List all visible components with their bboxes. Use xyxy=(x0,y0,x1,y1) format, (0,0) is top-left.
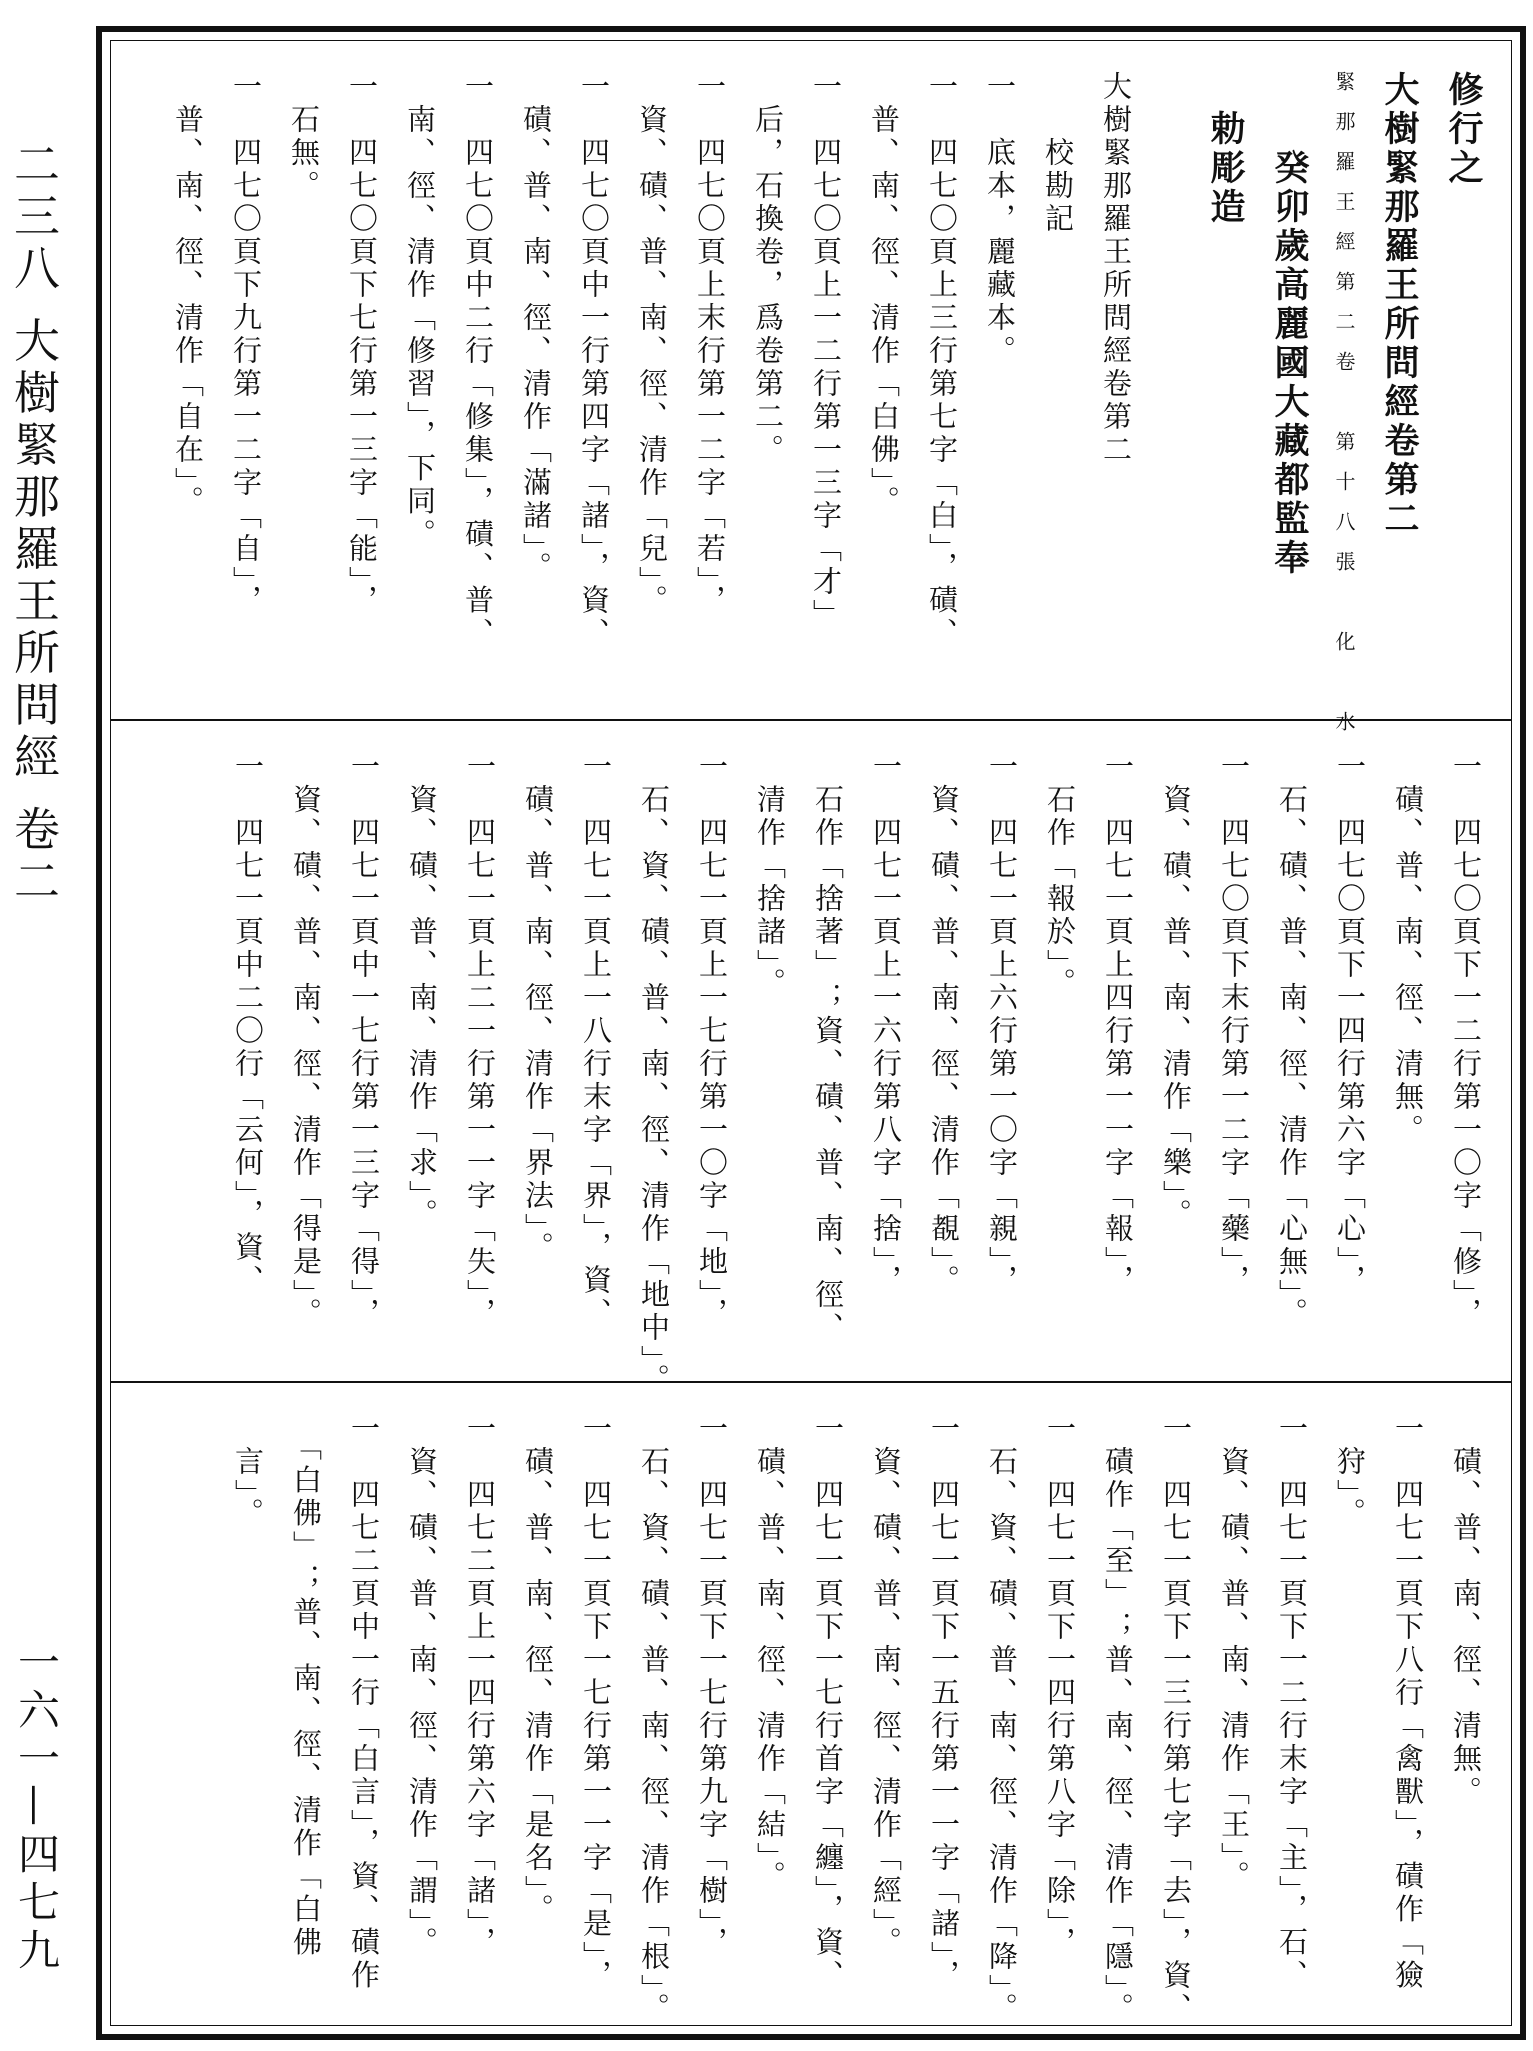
text-column: 一 四七一頁下一七行首字「纏」，資、 xyxy=(811,1413,845,1993)
text-column: 磧、普、南、徑、清無。 xyxy=(1449,1413,1483,1809)
text-column: 一 四七一頁上一七行第一〇字「地」， xyxy=(695,751,729,1331)
text-column xyxy=(1145,41,1193,719)
text-column: 「白佛」；普、南、徑、清作「白佛 xyxy=(289,1413,323,1960)
left-margin-text: 二三八 大樹緊那羅王所問經 卷二 xyxy=(7,140,61,910)
text-column: 一 四七一頁下一二行末字「主」，石、 xyxy=(1275,1413,1309,1993)
text-column: 一 四七一頁下一七行第一一字「是」， xyxy=(579,1413,613,1993)
text-column: 石作「報於」。 xyxy=(1043,751,1077,1001)
register-3-columns xyxy=(111,1383,1511,2033)
text-column: 一 四七〇頁下末行第一二字「藥」， xyxy=(1217,751,1251,1298)
text-column: 一 四七〇頁下一四行第六字「心」， xyxy=(1333,751,1367,1298)
text-column: 普、南、徑、清作「白佛」。 xyxy=(867,71,901,519)
text-column: 一 四七一頁中二〇行「云何」，資、 xyxy=(231,751,265,1298)
text-column: 一 四七〇頁上末行第一二字「若」， xyxy=(693,71,727,618)
text-column: 磧、普、南、徑、清作「結」。 xyxy=(753,1413,787,1894)
text-column: 一 四七一頁上一八行末字「界」，資、 xyxy=(579,751,613,1331)
text-column: 資、磧、普、南、徑、清作「覩」。 xyxy=(927,751,961,1298)
text-column: 后，石換卷，爲卷第二。 xyxy=(751,71,785,467)
register-2-columns xyxy=(111,721,1511,1397)
text-column: 言」。 xyxy=(231,1413,265,1531)
register-3 xyxy=(111,1381,1511,2033)
text-column: 磧、普、南、徑、清作「滿諸」。 xyxy=(519,71,553,585)
text-column: 勅彫造 xyxy=(1205,71,1246,227)
text-column: 一 四七一頁下一三行第七字「去」，資、 xyxy=(1159,1413,1193,2026)
register-1 xyxy=(111,41,1511,751)
text-column: 資、磧、普、南、徑、清作「經」。 xyxy=(869,1413,903,1960)
text-column: 大樹緊那羅王所問經卷第二 xyxy=(1379,71,1420,539)
text-column: 癸卯歲高麗國大藏都監奉 xyxy=(1269,71,1310,578)
text-column: 一 四七一頁下一七行第九字「樹」， xyxy=(695,1413,729,1960)
text-column: 一 四七一頁下一四行第八字「除」， xyxy=(1043,1413,1077,1960)
text-column: 石、資、磧、普、南、徑、清作「根」。 xyxy=(637,1413,671,2026)
text-column: 磧、普、南、徑、清作「是名」。 xyxy=(521,1413,555,1927)
text-column: 資、磧、普、南、徑、清作「謂」。 xyxy=(405,1413,439,1960)
text-column: 一 四七一頁上一六行第八字「捨」， xyxy=(869,751,903,1298)
text-column: 校勘記 xyxy=(1041,71,1075,236)
text-column: 一 四七〇頁中二行「修集」，磧、普、 xyxy=(461,71,495,651)
register-2 xyxy=(111,719,1511,1397)
text-column: 石作「捨著」；資、磧、普、南、徑、 xyxy=(811,751,845,1345)
text-column: 一 四七〇頁下一二行第一〇字「修」， xyxy=(1449,751,1483,1331)
text-column: 清作「捨諸」。 xyxy=(753,751,787,1001)
text-column: 一 四七一頁上四行第一一字「報」， xyxy=(1101,751,1135,1298)
text-column: 一 四七〇頁下九行第一二字「自」， xyxy=(229,71,263,618)
text-column: 石、資、磧、普、南、徑、清作「降」。 xyxy=(985,1413,1019,2026)
text-column: 一 四七一頁中一七行第一三字「得」， xyxy=(347,751,381,1331)
text-column: 磧、普、南、徑、清無。 xyxy=(1391,751,1425,1147)
text-column: 一 四七一頁上二一行第一一字「失」， xyxy=(463,751,497,1331)
text-column: 一 四七二頁上一四行第六字「諸」， xyxy=(463,1413,497,1960)
text-column: 一 四七一頁下八行「禽獸」，磧作「獫 xyxy=(1391,1413,1425,1993)
text-column: 一 四七〇頁上三行第七字「白」，磧、 xyxy=(925,71,959,651)
text-column: 修行之 xyxy=(1443,71,1484,188)
right-margin-page-number xyxy=(10,1640,62,1976)
text-column: 資、磧、普、南、清作「樂」。 xyxy=(1159,751,1193,1232)
text-column: 一 四七〇頁下七行第一三字「能」， xyxy=(345,71,379,618)
text-column: 資、磧、普、南、徑、清作「兒」。 xyxy=(635,71,669,618)
page-frame-inner xyxy=(110,40,1512,2026)
text-column: 石無。 xyxy=(287,71,321,203)
text-column: 資、磧、普、南、清作「求」。 xyxy=(405,751,439,1232)
text-column: 狩」。 xyxy=(1333,1413,1367,1531)
text-column: 石、磧、普、南、徑、清作「心無」。 xyxy=(1275,751,1309,1331)
text-column: 資、磧、普、南、徑、清作「得是」。 xyxy=(289,751,323,1331)
text-column: 磧作「至」；普、南、徑、清作「隱」。 xyxy=(1101,1413,1135,2026)
text-column: 磧、普、南、徑、清作「界法」。 xyxy=(521,751,555,1265)
register-1-columns xyxy=(111,41,1511,751)
text-column: 一 四七〇頁上一二行第一三字「才」 xyxy=(809,71,843,632)
text-column: 一 四七二頁中一行「白言」，資、磧作 xyxy=(347,1413,381,1993)
page-frame xyxy=(96,26,1526,2040)
text-column: 普、南、徑、清作「自在」。 xyxy=(171,71,205,519)
text-column: 一 四七一頁上六行第一〇字「親」， xyxy=(985,751,1019,1298)
text-column: 資、磧、普、南、清作「王」。 xyxy=(1217,1413,1251,1894)
text-column: 大樹緊那羅王所問經卷第二 xyxy=(1099,71,1133,467)
text-column: 緊那羅王經第二卷 第十八張 化 水 xyxy=(1332,71,1356,751)
text-column: 一 四七一頁下一五行第一一字「諸」， xyxy=(927,1413,961,1993)
text-column: 一 底本，麗藏本。 xyxy=(983,71,1017,368)
text-column: 一 四七〇頁中一行第四字「諸」，資、 xyxy=(577,71,611,651)
left-margin-title xyxy=(8,140,60,909)
text-column: 南、徑、清作「修習」，下同。 xyxy=(403,71,437,552)
page-number-text: 一六一—四七九 xyxy=(12,1640,61,1976)
text-column: 石、資、磧、普、南、徑、清作「地中」。 xyxy=(637,751,671,1397)
